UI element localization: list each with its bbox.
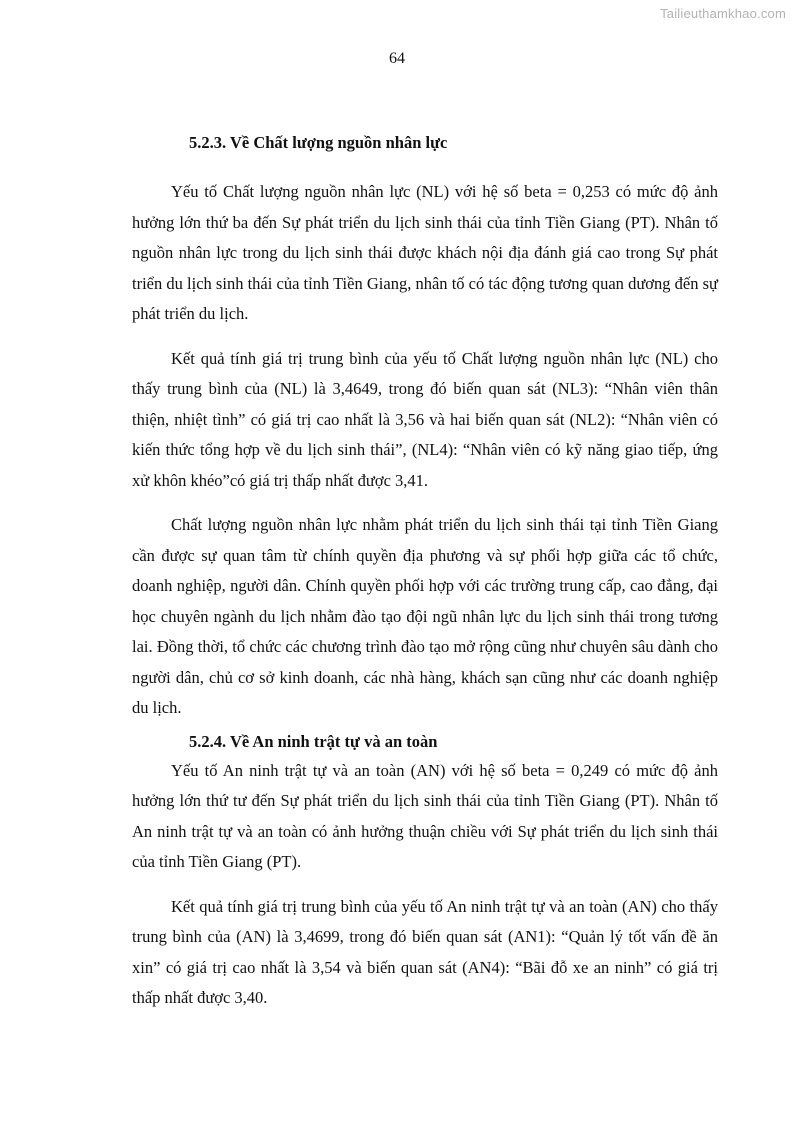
paragraph: Kết quả tính giá trị trung bình của yếu tố Chất lượng nguồn nhân lực (NL) cho thấy trung bình của (NL) là 3,4649, trong đó biến quan sát (NL3): “Nhân viên thân thiện, nhiệt tình” có giá trị cao nhất là 3,56 và hai biến quan sát (NL2): “Nhân viên có kiến thức tổng hợp về du lịch sinh thái”, (NL4): “Nhân viên có kỹ năng giao tiếp, ứng xử khôn khéo”có giá trị thấp nhất được 3,41. (132, 348, 718, 490)
paragraph: Yếu tố Chất lượng nguồn nhân lực (NL) với hệ số beta = 0,253 có mức độ ảnh hưởng lớn thứ ba đến Sự phát triển du lịch sinh thái của tỉnh Tiền Giang (PT). Nhân tố nguồn nhân lực trong du lịch sinh thái được khách nội địa đánh giá cao trong Sự phát triển du lịch sinh thái của tỉnh Tiền Giang, nhân tố có tác động tương quan dương đến sự phát triển du lịch. (132, 182, 718, 323)
section-heading-5-2-4: 5.2.4. Về An ninh trật tự và an toàn (189, 731, 438, 751)
document-body (132, 131, 718, 1014)
paragraph: Yếu tố An ninh trật tự và an toàn (AN) với hệ số beta = 0,249 có mức độ ảnh hưởng lớn thứ tư đến Sự phát triển du lịch sinh thái của tỉnh Tiền Giang (PT). Nhân tố An ninh trật tự và an toàn có ảnh hưởng thuận chiều với Sự phát triển du lịch sinh thái của tỉnh Tiền Giang (PT). (132, 760, 718, 871)
paragraph: Kết quả tính giá trị trung bình của yếu tố An ninh trật tự và an toàn (AN) cho thấy trung bình của (AN) là 3,4699, trong đó biến quan sát (AN1): “Quản lý tốt vấn đề ăn xin” có giá trị cao nhất là 3,54 và biến quan sát (AN4): “Bãi đỗ xe an ninh” có giá trị thấp nhất được 3,40. (132, 896, 718, 1007)
page-number: 64 (389, 50, 405, 67)
section-heading-5-2-3: 5.2.3. Về Chất lượng nguồn nhân lực (189, 133, 448, 152)
watermark: Tailieuthamkhao.com (660, 6, 786, 21)
paragraph: Chất lượng nguồn nhân lực nhằm phát triển du lịch sinh thái tại tỉnh Tiền Giang cần được sự quan tâm từ chính quyền địa phương và sự phối hợp giữa các tổ chức, doanh nghiệp, người dân. Chính quyền phối hợp với các trường trung cấp, cao đẳng, đại học chuyên ngành du lịch nhằm đào tạo đội ngũ nhân lực du lịch sinh thái trong tương lai. Đồng thời, tổ chức các chương trình đào tạo mở rộng cũng như chuyên sâu dành cho người dân, chủ cơ sở kinh doanh, các nhà hàng, khách sạn cũng như các doanh nghiệp du lịch. (132, 515, 718, 717)
